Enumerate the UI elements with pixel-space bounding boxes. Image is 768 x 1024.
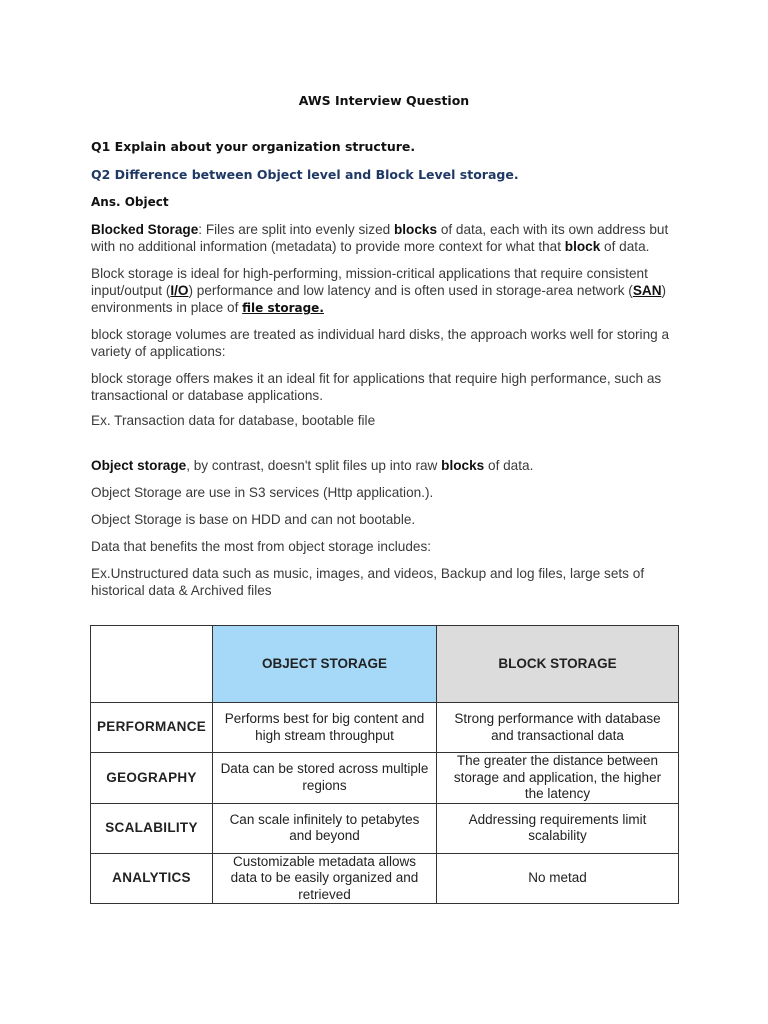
- block-storage-use-cases: Block storage is ideal for high-performing, mission-critical applications that require consistent input/output (I/O) performance and low latency and is often used in storage-area network (SAN) environments in place of file storage.: [91, 266, 667, 315]
- block-cell: The greater the distance between storage and application, the higher the latency: [437, 753, 679, 804]
- answer-label: Ans. Object: [91, 195, 169, 209]
- table-row: [91, 703, 679, 753]
- object-cell: Data can be stored across multiple regions: [213, 753, 437, 804]
- block-storage-volumes: block storage volumes are treated as individual hard disks, the approach works well for storing a variety of applications:: [91, 327, 670, 359]
- row-label: ANALYTICS: [91, 853, 213, 904]
- block-storage-example: Ex. Transaction data for database, bootable file: [91, 413, 376, 428]
- object-storage-hdd: Object Storage is base on HDD and can not bootable.: [91, 512, 416, 527]
- question-2: Q2 Difference between Object level and Block Level storage.: [91, 167, 519, 182]
- io-link[interactable]: I/O: [170, 283, 189, 298]
- comparison-table: [90, 625, 679, 904]
- row-label: SCALABILITY: [91, 803, 213, 853]
- block-storage-fit: block storage offers makes it an ideal fit for applications that require high performance, such as transactional or database applications.: [91, 371, 662, 403]
- block-cell: Addressing requirements limit scalability: [437, 803, 679, 853]
- block-storage-term: Blocked Storage: [91, 222, 199, 237]
- table-row: [91, 853, 679, 904]
- table-row: [91, 803, 679, 853]
- block-cell: Strong performance with database and transactional data: [437, 703, 679, 753]
- table-header-object-storage: OBJECT STORAGE: [213, 626, 437, 703]
- question-1: Q1 Explain about your organization structure.: [91, 139, 416, 154]
- file-storage-link[interactable]: file storage.: [242, 301, 324, 315]
- object-storage-term: Object storage: [91, 458, 187, 473]
- object-storage-example: Ex.Unstructured data such as music, images, and videos, Backup and log files, large sets of historical data & Archived files: [91, 566, 645, 598]
- san-link[interactable]: SAN: [632, 283, 662, 298]
- object-cell: Performs best for big content and high stream throughput: [213, 703, 437, 753]
- table-row: [91, 753, 679, 804]
- row-label: PERFORMANCE: [91, 703, 213, 753]
- object-storage-benefits: Data that benefits the most from object storage includes:: [91, 539, 432, 554]
- table-header-block-storage: BLOCK STORAGE: [437, 626, 679, 703]
- block-storage-definition: Blocked Storage: Files are split into evenly sized blocks of data, each with its own address but with no additional information (metadata) to provide more context for what that block of data.: [91, 222, 669, 254]
- object-cell: Customizable metadata allows data to be easily organized and retrieved: [213, 853, 437, 904]
- table-header-row: [91, 626, 679, 703]
- object-cell: Can scale infinitely to petabytes and beyond: [213, 803, 437, 853]
- object-storage-s3: Object Storage are use in S3 services (Http application.).: [91, 485, 434, 500]
- block-cell: No metad: [437, 853, 679, 904]
- row-label: GEOGRAPHY: [91, 753, 213, 804]
- table-header-empty: [91, 626, 213, 703]
- document-title: AWS Interview Question: [298, 93, 470, 108]
- object-storage-definition: Object storage, by contrast, doesn't split files up into raw blocks of data.: [91, 458, 534, 473]
